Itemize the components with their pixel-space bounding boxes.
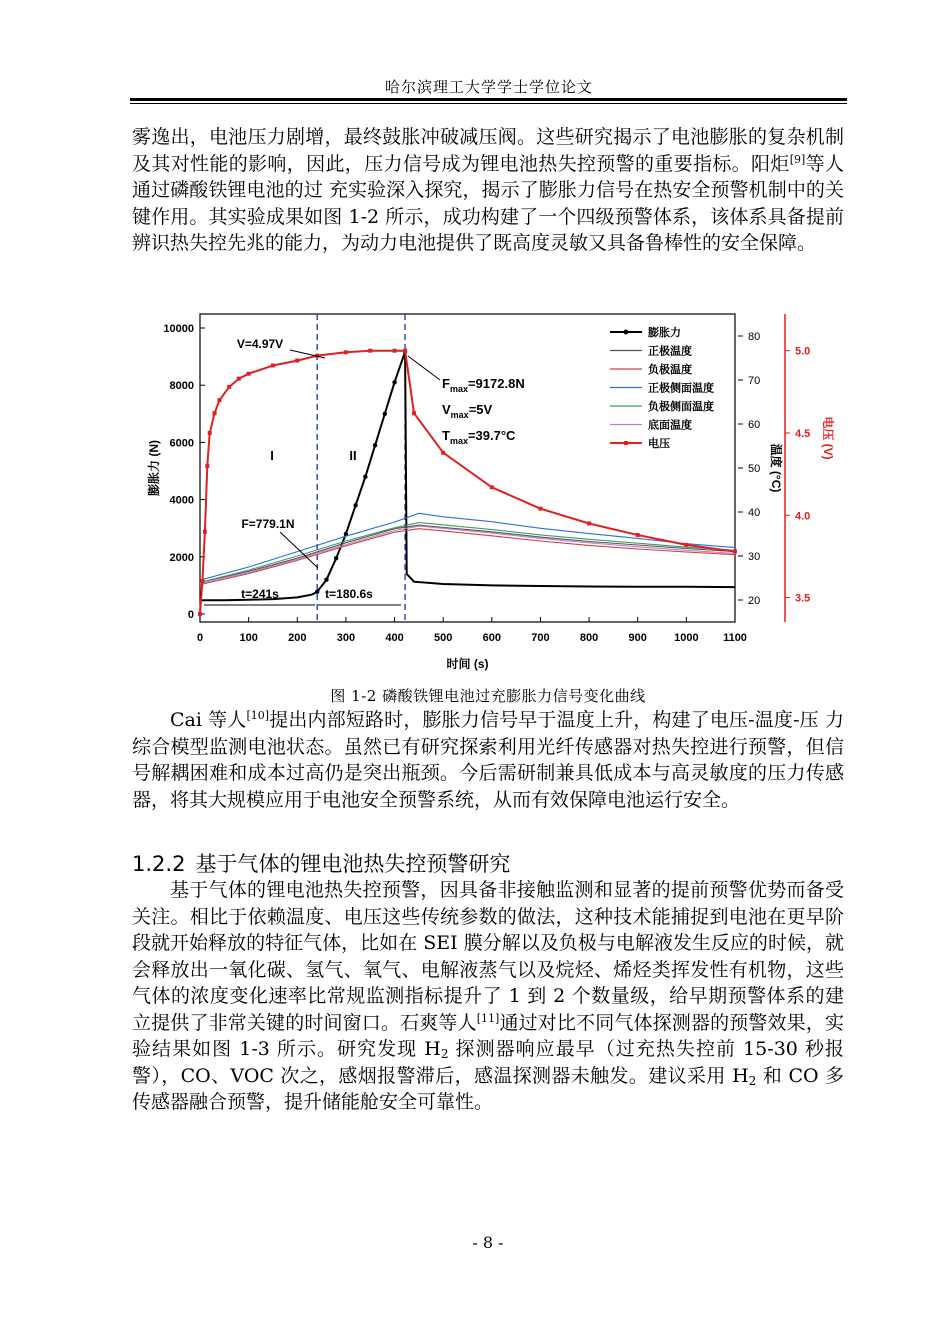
annotation-tmax <box>442 428 516 446</box>
voltage-point <box>490 485 494 489</box>
y-tick-left-label: 10000 <box>163 323 194 335</box>
voltage-point <box>403 349 407 353</box>
citation-9: [9] <box>789 152 806 166</box>
force-point <box>392 380 396 384</box>
y-tick-temp-label: 80 <box>748 331 761 343</box>
y-tick-temp-label: 50 <box>748 463 761 475</box>
section-number: 1.2.2 <box>132 852 186 876</box>
x-tick-label: 700 <box>531 632 550 644</box>
voltage-point <box>636 533 640 537</box>
y-tick-voltage-label: 5.0 <box>795 345 811 358</box>
section-heading <box>132 848 510 878</box>
x-axis-label: 时间 (s) <box>446 657 489 671</box>
annotation-vmax <box>442 402 493 420</box>
x-tick-label: 600 <box>482 632 501 644</box>
y-axis-left-label: 膨胀力 (N) <box>147 440 161 496</box>
section-title: 基于气体的锂电池热失控预警研究 <box>195 852 511 876</box>
force-point <box>324 577 328 581</box>
series-line <box>200 526 735 583</box>
annotation-vmax-sym: V <box>442 402 451 417</box>
page-number: - 8 - <box>472 1233 504 1252</box>
paragraph-3 <box>132 877 844 1116</box>
voltage-point <box>205 464 209 468</box>
annotation-tmax-sub: max <box>449 436 468 446</box>
expansion-force-chart <box>140 300 835 680</box>
voltage-point <box>684 543 688 547</box>
annotation-tmax-sym: T <box>442 428 450 443</box>
paragraph-1-text-b: 等人 通过磷酸铁锂电池的过 充实验深入探究，揭示了膨胀力信号在热安全预警机制中的关键作用。其实验成果如图 1-2 所示，成功构建了一个四级预警体系，该体系具备提前辨识热失控先兆的能力，为动力电池提供了既高度灵敏又具备鲁棒性的安全保障。 <box>132 152 844 254</box>
y-tick-temp-label: 20 <box>748 595 761 607</box>
voltage-point <box>344 350 348 354</box>
voltage-point <box>213 411 217 415</box>
y-tick-left-label: 4000 <box>169 494 194 507</box>
voltage-point <box>733 549 737 553</box>
annotation-force: F=779.1N <box>241 517 295 531</box>
y-tick-left-label: 8000 <box>169 380 194 393</box>
force-point <box>383 412 387 416</box>
voltage-point <box>198 612 202 616</box>
voltage-point <box>247 372 251 376</box>
voltage-point <box>441 451 445 455</box>
voltage-point <box>203 530 207 534</box>
voltage-point <box>587 521 591 525</box>
duration-label-1: t=241s <box>241 587 279 601</box>
legend-label: 底面温度 <box>648 419 692 432</box>
legend-label: 膨胀力 <box>648 327 681 339</box>
paragraph-3-text-c: 探测器响应最早（过充热失控前 15-30 秒报警），CO、VOC 次之，感烟报警滞后，感温探测器未触发。建议采用 H <box>132 1038 844 1087</box>
y-axis-voltage-label: 电压 (V) <box>821 416 835 460</box>
legend-label: 负极侧面温度 <box>648 401 714 413</box>
annotation-tmax-val: =39.7°C <box>467 428 516 443</box>
legend-marker <box>624 330 629 335</box>
annotation-vmax-val: =5V <box>468 402 493 417</box>
force-point <box>353 503 357 507</box>
voltage-point <box>208 431 212 435</box>
paragraph-1 <box>132 124 844 257</box>
paragraph-1-text-a: 雾逸出，电池压力剧增，最终鼓胀冲破减压阀。这些研究揭示了电池膨胀的复杂机制及其对性能的影响，因此，压力信号成为锂电池热失控预警的重要指标。阳炬 <box>132 126 844 175</box>
legend-label: 电压 <box>648 438 670 450</box>
x-tick-label: 300 <box>336 632 356 644</box>
x-tick-label: 0 <box>196 632 204 644</box>
voltage-point <box>227 385 231 389</box>
x-tick-label: 500 <box>434 632 453 644</box>
region-label-1: I <box>270 448 274 463</box>
x-tick-label: 400 <box>385 632 404 644</box>
duration-label-2: t=180.6s <box>325 587 373 601</box>
legend-label: 正极侧面温度 <box>648 382 714 395</box>
y-tick-temp-label: 70 <box>748 375 761 387</box>
legend-label: 负极温度 <box>648 364 692 376</box>
citation-10: [10] <box>246 709 270 722</box>
y-tick-left-label: 2000 <box>169 551 194 564</box>
y-tick-temp-label: 60 <box>748 419 761 431</box>
paragraph-2-text-a: Cai 等人 <box>170 709 247 731</box>
annotation-arrow <box>290 350 325 358</box>
force-point <box>315 590 319 594</box>
annotation-fmax <box>442 376 525 394</box>
y-tick-temp-label: 30 <box>748 551 761 563</box>
annotation-voltage: V=4.97V <box>236 337 284 351</box>
y-tick-left-label: 0 <box>187 609 194 621</box>
page-header: 哈尔滨理工大学学士学位论文 <box>384 78 593 96</box>
y-tick-voltage-label: 4.5 <box>795 427 811 440</box>
header-rule-thin <box>130 103 847 104</box>
paragraph-2 <box>132 707 844 813</box>
plot-frame <box>200 314 735 622</box>
y-tick-left-label: 6000 <box>169 437 194 450</box>
header-rule <box>130 98 847 101</box>
force-point <box>373 443 377 447</box>
legend-label: 正极温度 <box>648 345 692 358</box>
voltage-point <box>368 349 372 353</box>
voltage-point <box>538 507 542 511</box>
voltage-point <box>217 398 221 402</box>
paragraph-3-text-d: 和 CO 多传感器融合预警，提升储能舱安全可靠性。 <box>132 1064 844 1113</box>
x-tick-label: 900 <box>628 632 647 644</box>
region-label-2: II <box>349 448 357 463</box>
x-tick-label: 100 <box>239 632 258 644</box>
x-tick-label: 1100 <box>723 632 747 644</box>
annotation-arrow <box>408 356 440 380</box>
annotation-fmax-sub: max <box>449 384 468 394</box>
force-point <box>334 556 338 560</box>
paragraph-2-text-b: 提出内部短路时，膨胀力信号早于温度上升，构建了电压-温度-压 力综合模型监测电池状态。虽然已有研究探索利用光纤传感器对热失控进行预警，但信号解耦困难和成本过高仍是突出瓶颈。今后需研制兼具低成本与高灵敏度的压力传感器，将其大规模应用于电池安全预警系统，从而有效保障电池运行安全。 <box>132 709 845 811</box>
voltage-point <box>393 349 397 353</box>
series-line <box>200 523 735 583</box>
annotation-fmax-sym: F <box>442 376 450 391</box>
annotation-fmax-val: =9172.8N <box>467 376 525 391</box>
voltage-point <box>200 579 204 583</box>
voltage-point <box>295 359 299 363</box>
force-point <box>363 475 367 479</box>
y-axis-temp-label: 温度 (°C) <box>769 443 783 493</box>
citation-11: [11] <box>476 1011 500 1025</box>
h2-subscript-1: 2 <box>440 1047 449 1061</box>
voltage-point <box>412 411 416 415</box>
voltage-point <box>237 377 241 381</box>
x-tick-label: 1000 <box>674 632 699 644</box>
legend-marker <box>624 441 628 445</box>
x-tick-label: 200 <box>288 632 307 644</box>
paragraph-3-text-b: 通过对比不同气体探测器的预警效果，实验结果如图 1-3 所示。研究发现 H <box>132 1011 844 1060</box>
figure-caption: 图 1-2 磷酸铁锂电池过充膨胀力信号变化曲线 <box>330 687 646 705</box>
y-tick-voltage-label: 4.0 <box>795 510 811 523</box>
paragraph-3-text-a: 基于气体的锂电池热失控预警，因具备非接触监测和显著的提前预警优势而备受关注。相比于依赖温度、电压这些传统参数的做法，这种技术能捕捉到电池在更早阶段就开始释放的特征气体，比如在 SEI 膜分解以及负极与电解液发生反应的时候，就会释放出一氧化碳、氢气、氧气、电解液蒸气以及烷烃、烯烃类挥发性有机物，这些气体的浓度变化速率比常规监测指标提升了 1 到 2 个数量级，给早期预警体系的建立提供了非常关键的时间窗口。石爽等人 <box>132 879 844 1034</box>
y-tick-voltage-label: 3.5 <box>795 592 811 605</box>
y-tick-temp-label: 40 <box>748 507 761 519</box>
voltage-point <box>271 363 275 367</box>
x-tick-label: 800 <box>579 632 599 644</box>
annotation-vmax-sub: max <box>450 410 469 420</box>
h2-subscript-2: 2 <box>748 1073 757 1088</box>
